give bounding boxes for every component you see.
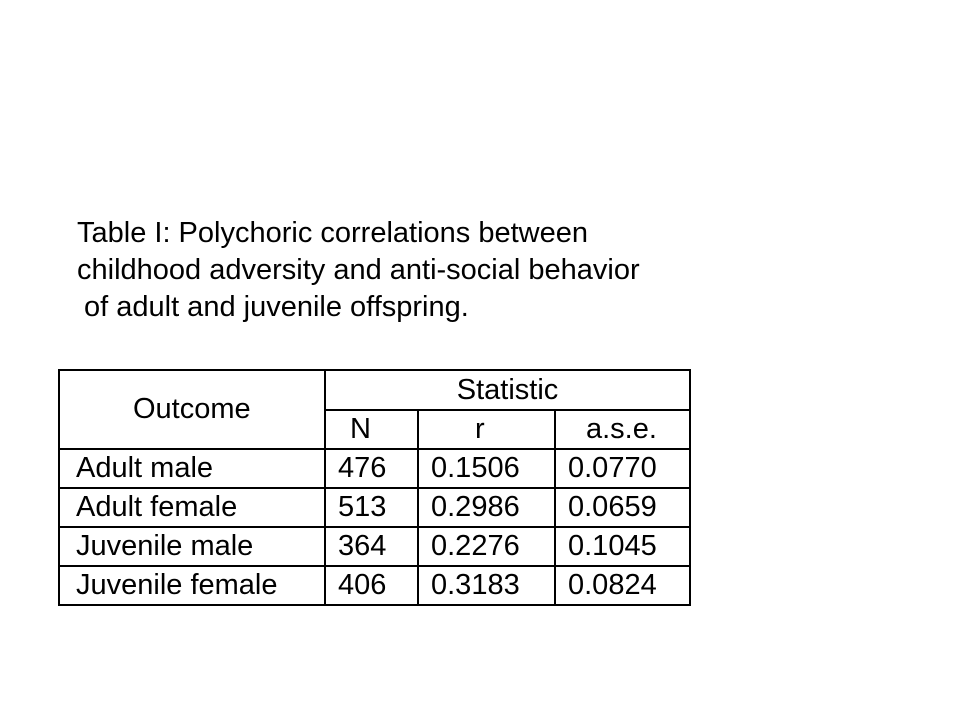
ase-cell: 0.0770 xyxy=(555,449,690,488)
n-cell: 364 xyxy=(325,527,418,566)
statistic-header: Statistic xyxy=(325,370,690,410)
r-cell: 0.2986 xyxy=(418,488,555,527)
n-cell: 476 xyxy=(325,449,418,488)
outcome-cell: Adult female xyxy=(59,488,325,527)
caption-line-2: childhood adversity and anti-social behavior xyxy=(77,254,640,286)
column-header-r: r xyxy=(418,410,555,449)
table-row xyxy=(59,566,690,605)
outcome-header: Outcome xyxy=(59,370,325,449)
outcome-cell: Adult male xyxy=(59,449,325,488)
table-row xyxy=(59,488,690,527)
r-cell: 0.1506 xyxy=(418,449,555,488)
table-row xyxy=(59,449,690,488)
ase-cell: 0.1045 xyxy=(555,527,690,566)
outcome-cell: Juvenile male xyxy=(59,527,325,566)
ase-cell: 0.0659 xyxy=(555,488,690,527)
correlation-table xyxy=(58,369,691,606)
r-cell: 0.2276 xyxy=(418,527,555,566)
caption-line-3: of adult and juvenile offspring. xyxy=(84,291,469,323)
caption-line-1: Table I: Polychoric correlations between xyxy=(77,217,588,249)
column-header-n: N xyxy=(325,410,418,449)
table-header-row xyxy=(59,370,690,410)
outcome-cell: Juvenile female xyxy=(59,566,325,605)
table-caption xyxy=(77,215,640,326)
table-row xyxy=(59,527,690,566)
r-cell: 0.3183 xyxy=(418,566,555,605)
column-header-ase: a.s.e. xyxy=(555,410,690,449)
ase-cell: 0.0824 xyxy=(555,566,690,605)
n-cell: 406 xyxy=(325,566,418,605)
n-cell: 513 xyxy=(325,488,418,527)
